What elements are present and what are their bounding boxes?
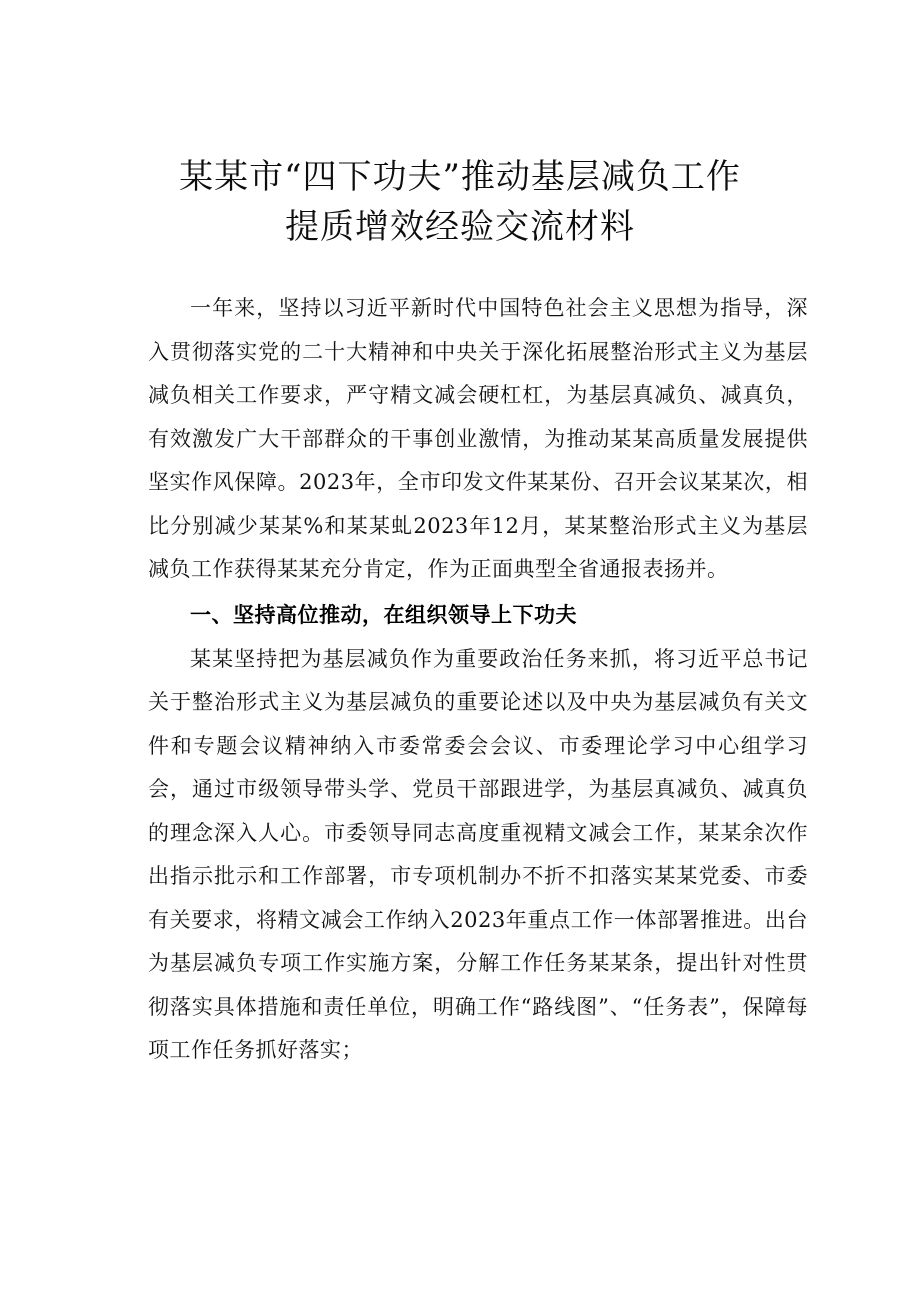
section-heading-1: 一、坚持高位推动，在组织领导上下功夫 <box>190 602 577 627</box>
section-1-paragraph: 某某坚持把为基层减负作为重要政治任务来抓，将习近平总书记关于整治形式主义为基层减负的重要论述以及中央为基层减负有关文件和专题会议精神纳入市委常委会会议、市委理论学习中心组学习会，通过市级领导带头学、党员干部跟进学，为基层真减负、减真负的理念深入人心。市委领导同志高度重视精文减会工作，某某余次作出指示批示和工作部署，市专项机制办不折不扣落实某某党委、市委有关要求，将精文减会工作纳入2023年重点工作一体部署推进。出台为基层减负专项工作实施方案，分解工作任务某某条，提出针对性贯彻落实具体措施和责任单位，明确工作“路线图”、“任务表”，保障每项工作任务抓好落实； <box>148 646 808 1062</box>
title-line-2: 提质增效经验交流材料 <box>285 207 635 247</box>
title-line-1: 某某市“四下功夫”推动基层减负工作 <box>179 157 741 197</box>
intro-paragraph: 一年来，坚持以习近平新时代中国特色社会主义思想为指导，深入贯彻落实党的二十大精神和中央关于深化拓展整治形式主义为基层减负相关工作要求，严守精文减会硬杠杠，为基层真减负、减真负，有效激发广大干部群众的干事创业激情，为推动某某高质量发展提供坚实作风保障。2023年，全市印发文件某某份、召开会议某某次，相比分别减少某某%和某某虬2023年12月，某某整治形式主义为基层减负工作获得某某充分肯定，作为正面典型全省通报表扬并。 <box>148 296 808 581</box>
document-title <box>0 152 920 252</box>
document-body <box>148 287 808 1073</box>
